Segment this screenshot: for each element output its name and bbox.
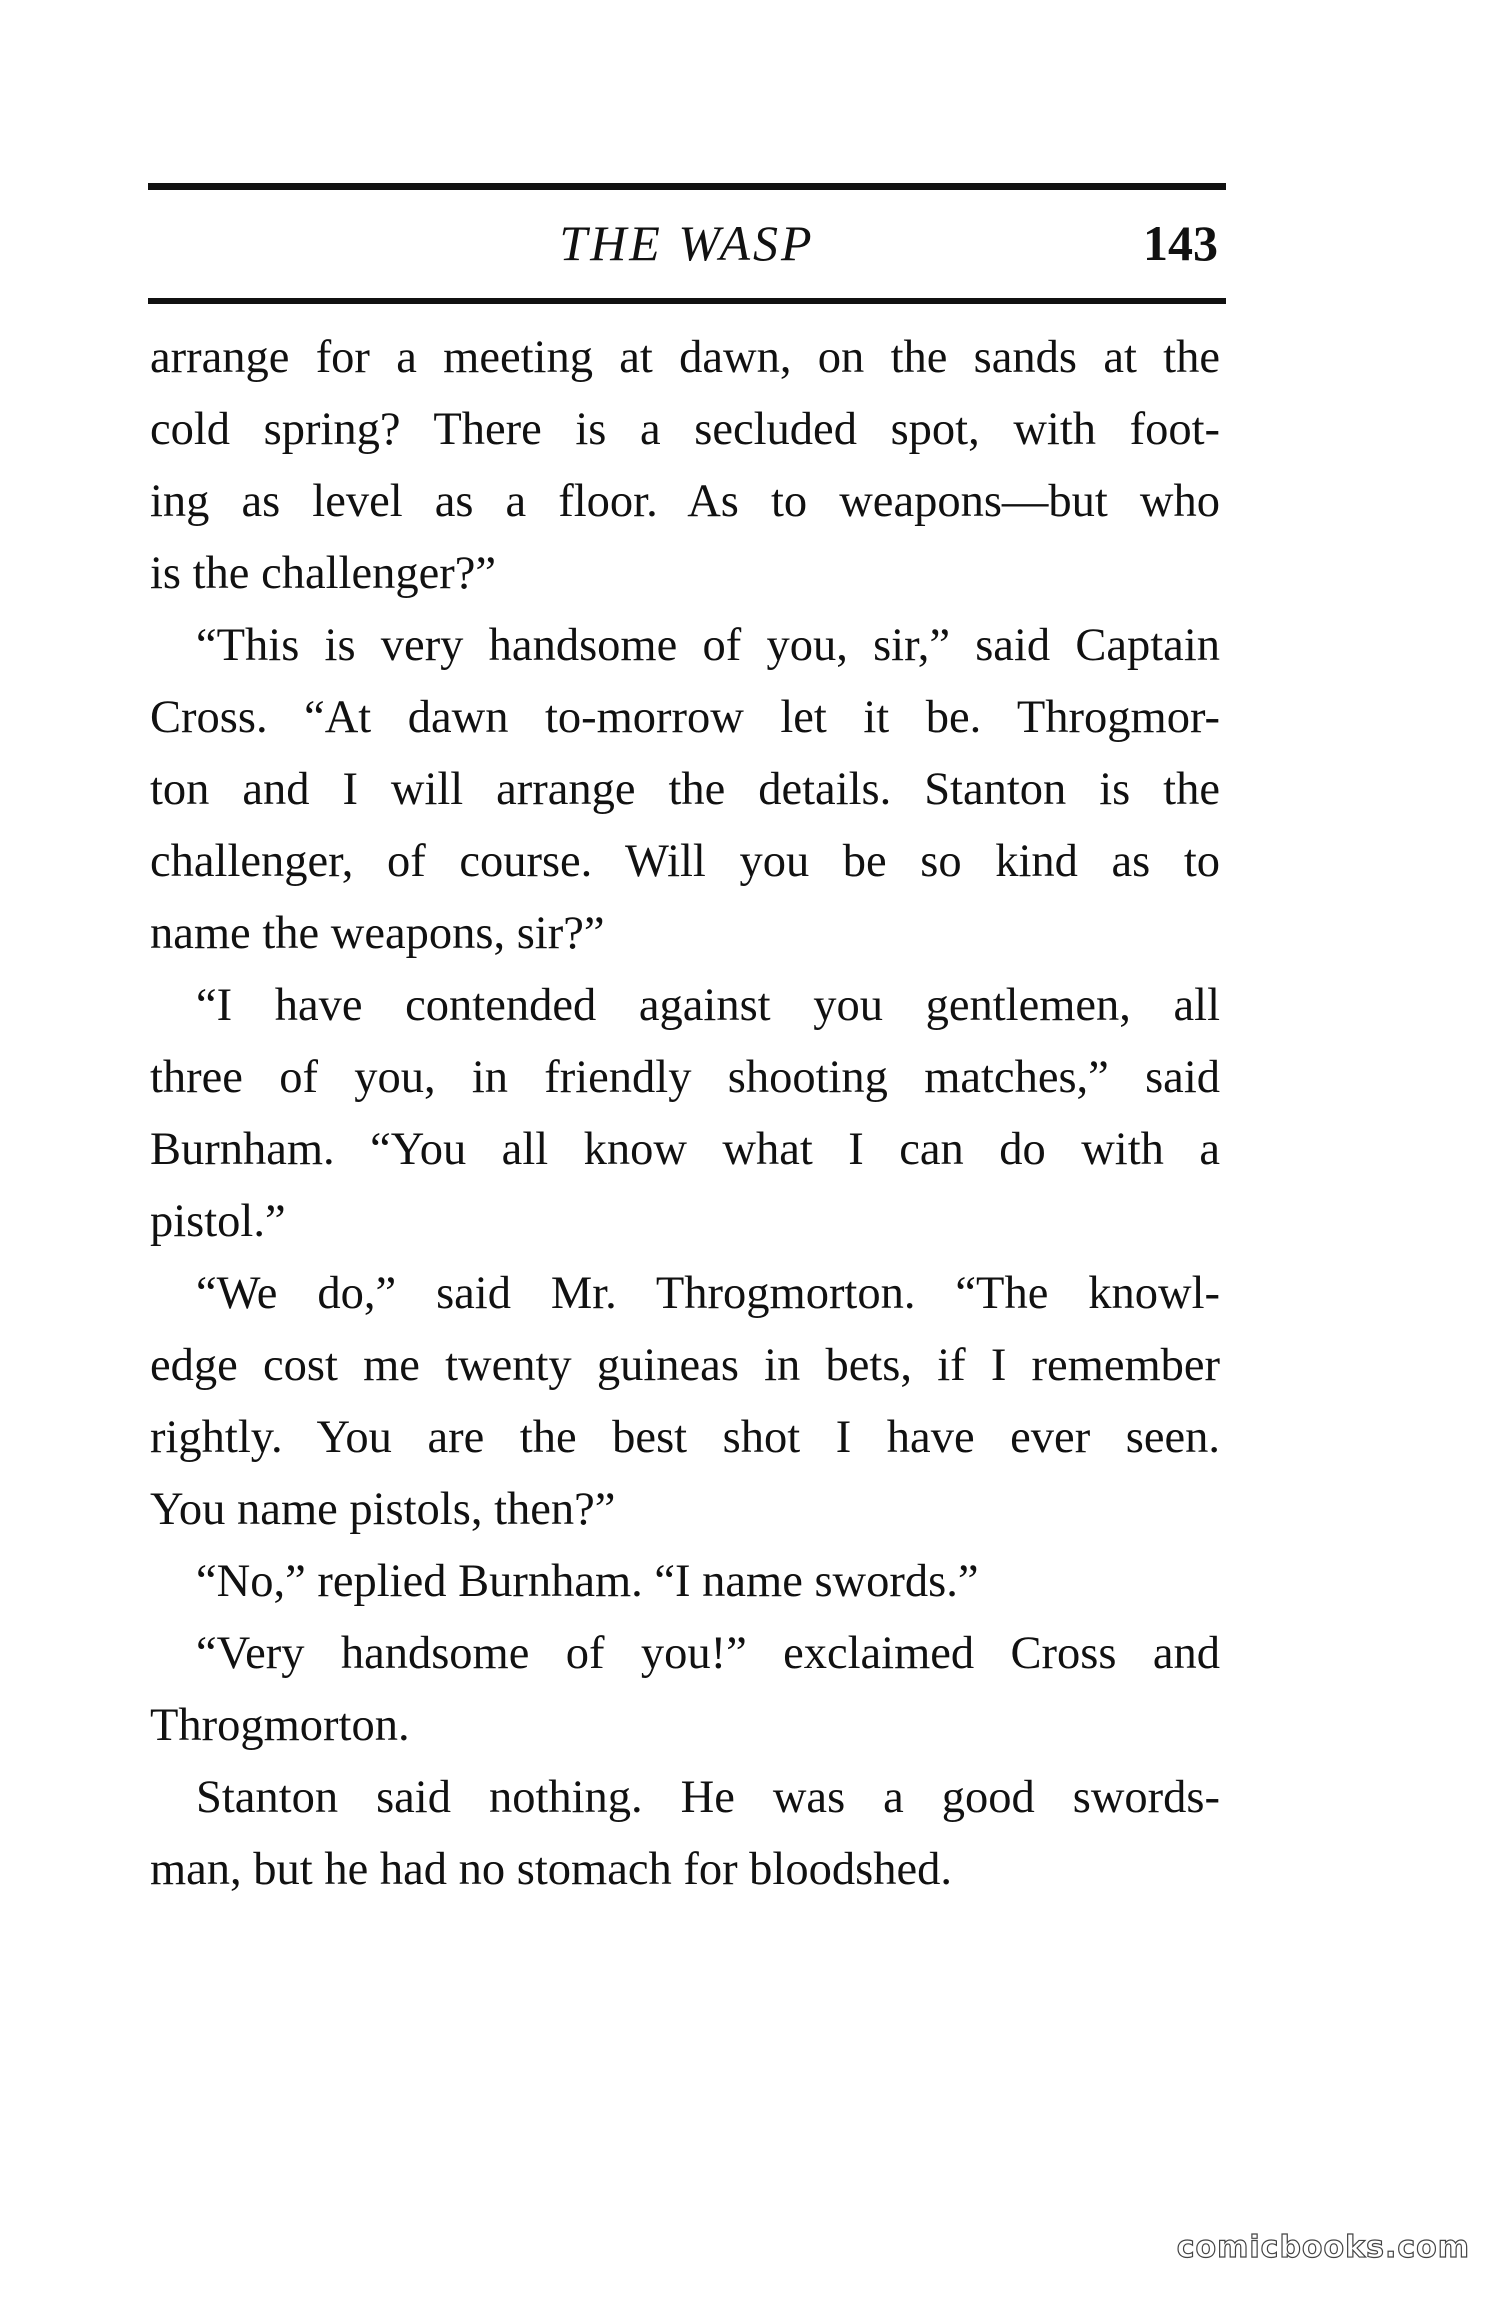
text-line: “I have contended against you gentlemen, all	[196, 980, 1220, 1031]
text-line: Throgmorton.	[150, 1700, 410, 1751]
text-line: “We do,” said Mr. Throgmorton. “The knowl-	[196, 1268, 1220, 1319]
text-line: arrange for a meeting at dawn, on the sands at the	[150, 332, 1220, 383]
text-line: name the weapons, sir?”	[150, 908, 605, 959]
running-title: THE WASP	[559, 215, 815, 271]
text-line: “This is very handsome of you, sir,” said Captain	[196, 620, 1220, 671]
text-line: edge cost me twenty guineas in bets, if I remember	[150, 1340, 1220, 1391]
text-line: challenger, of course. Will you be so kind as to	[150, 836, 1220, 887]
text-line: cold spring? There is a secluded spot, with foot-	[150, 404, 1220, 455]
text-line: pistol.”	[150, 1196, 286, 1247]
text-line: ing as level as a floor. As to weapons—but who	[150, 476, 1220, 527]
watermark-logo: comicbooks.com	[1176, 2230, 1470, 2265]
text-line: “Very handsome of you!” exclaimed Cross and	[196, 1628, 1220, 1679]
text-line: rightly. You are the best shot I have ever seen.	[150, 1412, 1220, 1463]
text-line: three of you, in friendly shooting matches,” said	[150, 1052, 1220, 1103]
running-head	[148, 208, 1226, 278]
text-line: Burnham. “You all know what I can do with a	[150, 1124, 1220, 1175]
text-line: “No,” replied Burnham. “I name swords.”	[196, 1556, 979, 1607]
text-line: is the challenger?”	[150, 548, 496, 599]
text-line: ton and I will arrange the details. Stanton is the	[150, 764, 1220, 815]
body-text	[150, 322, 1220, 1906]
text-line: Cross. “At dawn to-morrow let it be. Throgmor-	[150, 692, 1220, 743]
header-top-rule	[148, 183, 1226, 190]
header-bottom-rule	[148, 298, 1226, 304]
text-line: Stanton said nothing. He was a good swords-	[196, 1772, 1220, 1823]
text-line: You name pistols, then?”	[150, 1484, 616, 1535]
text-line: man, but he had no stomach for bloodshed.	[150, 1844, 952, 1895]
page-number: 143	[1143, 215, 1218, 271]
